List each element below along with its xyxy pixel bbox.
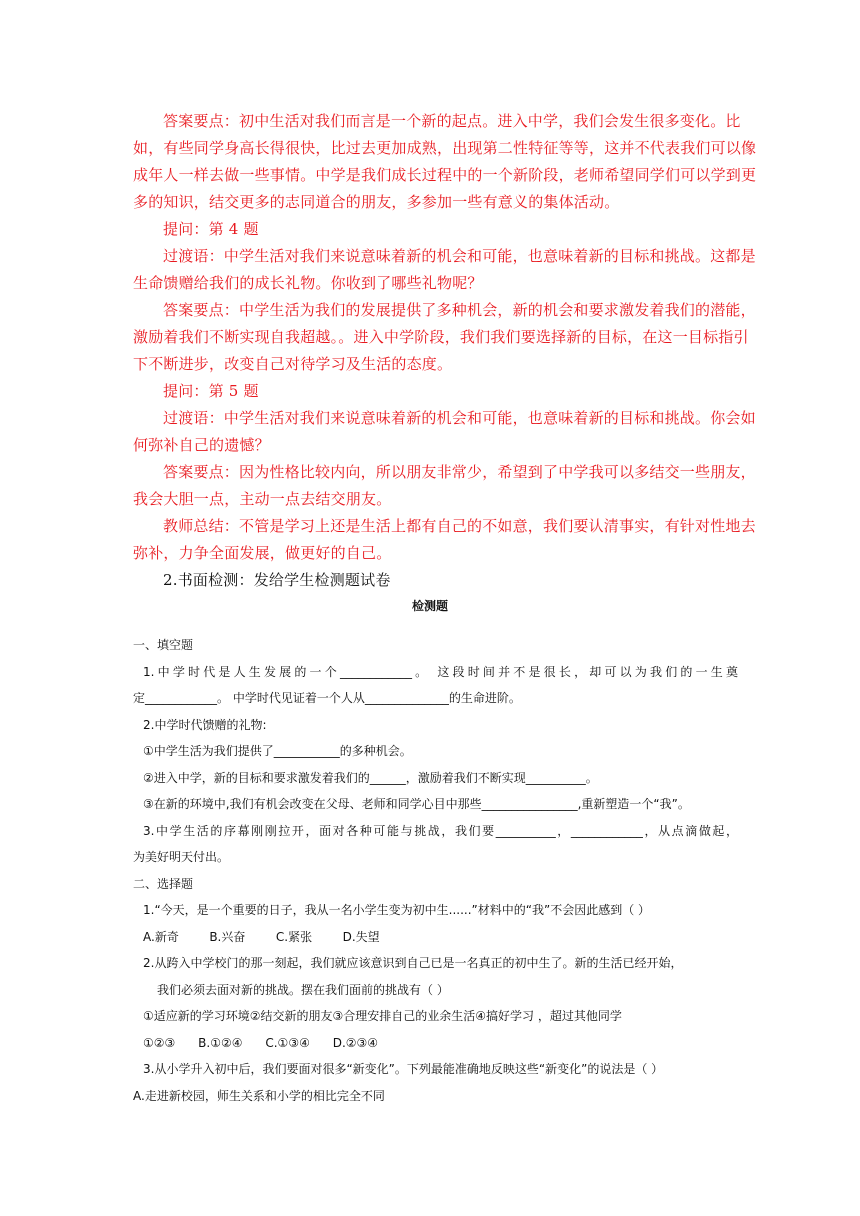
fill-question-2-item-b: ②进入中学，新的目标和要求激发着我们的______，激励着我们不断实现__________。 — [143, 770, 598, 785]
lesson-answer-section — [133, 108, 758, 594]
choice-question-2-line-2: 我们必须去面对新的挑战。摆在我们面前的挑战有（ ） — [157, 982, 449, 997]
test-section — [133, 632, 738, 1109]
question-label: 提问：第 5 题 — [163, 382, 259, 400]
test-title: 检测题 — [411, 599, 448, 613]
fill-question-2: 2.中学时代馈赠的礼物: — [143, 717, 267, 732]
fill-question-3-line-2: 为美好明天付出。 — [133, 850, 230, 864]
answer-paragraph: 答案要点：初中生活对我们而言是一个新的起点。进入中学，我们会发生很多变化。比如，有些同学身高长得很快，比过去更加成熟，出现第二性特征等等，这并不代表我们可以像成年人一样去做一些事情。中学是我们成长过程中的一个新阶段，老师希望同学们可以学到更多的知识，结交更多的志同道合的朋友，多参加一些有意义的集体活动。 — [133, 112, 757, 211]
choice-question-3-option-a: A.走进新校园，师生关系和小学的相比完全不同 — [133, 1088, 385, 1103]
choice-question-3: 3.从小学升入初中后，我们要面对很多“新变化”。下列最能准确地反映这些“新变化”的说法是（ ） — [143, 1062, 664, 1076]
transition-paragraph: 过渡语：中学生活对我们来说意味着新的机会和可能，也意味着新的目标和挑战。你会如何弥补自己的遗憾？ — [133, 409, 756, 454]
question-label: 提问：第 4 题 — [163, 220, 259, 238]
choice-question-1-options: A.新奇 B.兴奋 C.紧张 D.失望 — [143, 929, 380, 944]
choice-question-2-line-1: 2.从跨入中学校门的那一刻起，我们就应该意识到自己已是一名真正的初中生了。新的生活已经开始， — [143, 956, 683, 970]
fill-question-2-item-c: ③在新的环境中,我们有机会改变在父母、老师和同学心目中那些________________,重新塑造一个“我”。 — [143, 797, 690, 811]
choice-question-1: 1.“今天，是一个重要的日子，我从一名小学生变为初中生......”材料中的“我”不会因此感到（ ） — [143, 903, 651, 917]
section-heading-choice: 二、选择题 — [133, 876, 194, 891]
written-test-note: 2.书面检测：发给学生检测题试卷 — [163, 571, 391, 589]
section-heading-fill-in: 一、填空题 — [133, 638, 194, 652]
choice-question-2-options: ①②③ B.①②④ C.①③④ D.②③④ — [143, 1035, 379, 1050]
teacher-summary: 教师总结：不管是学习上还是生活上都有自己的不如意，我们要认清事实，有针对性地去弥补，力争全面发展，做更好的自己。 — [133, 517, 756, 562]
transition-paragraph: 过渡语：中学生活对我们来说意味着新的机会和可能，也意味着新的目标和挑战。这都是生命馈赠给我们的成长礼物。你收到了哪些礼物呢？ — [133, 247, 756, 292]
answer-paragraph: 答案要点：因为性格比较内向，所以朋友非常少，希望到了中学我可以多结交一些朋友，我会大胆一点，主动一点去结交朋友。 — [133, 463, 756, 508]
answer-paragraph: 答案要点：中学生活为我们的发展提供了多种机会，新的机会和要求激发着我们的潜能，激励着我们不断实现自我超越。。进入中学阶段，我们我们要选择新的目标，在这一目标指引下不断进步，改变自己对待学习及生活的态度。 — [133, 301, 756, 373]
fill-question-1-line-2: 定____________。 中学时代见证着一个人从______________的生命进阶。 — [133, 691, 521, 705]
fill-question-1-line-1: 1.中学时代是人生发展的一个____________。 这段时间并不是很长，却可以为我们的一生奠 — [143, 664, 738, 679]
fill-question-2-item-a: ①中学生活为我们提供了___________的多种机会。 — [143, 744, 412, 758]
choice-question-2-items: ①适应新的学习环境②结交新的朋友③合理安排自己的业余生活④搞好学习 ，超过其他同学 — [143, 1009, 622, 1023]
fill-question-3-line-1: 3.中学生活的序幕刚刚拉开，面对各种可能与挑战，我们要__________，____________，从点滴做起， — [143, 823, 738, 838]
